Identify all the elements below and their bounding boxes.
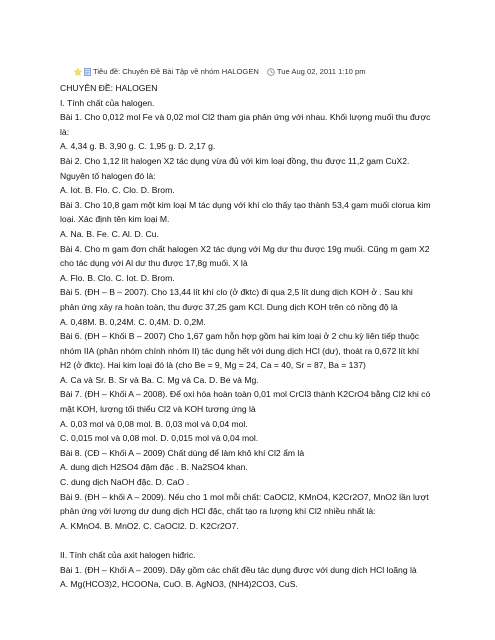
text-line: Bài 9. (ĐH – khối A – 2009). Nếu cho 1 mol mỗi chất: CaOCl2, KMnO4, K2Cr2O7, MnO2 lần lượt <box>60 491 429 502</box>
post-note-icon <box>84 68 91 76</box>
text-line: A. 0,48M. B. 0,24M. C. 0,4M. D. 0,2M. <box>60 316 206 327</box>
text-line: C. dung dịch NaOH đặc. D. CaO . <box>60 477 189 488</box>
text-line: C. 0,015 mol và 0,08 mol. D. 0,015 mol và 0,04 mol. <box>60 433 259 444</box>
text-line: A. Na. B. Fe. C. Al. D. Cu. <box>60 228 159 239</box>
text-line: A. 0,03 mol và 0,08 mol. B. 0,03 mol và 0,04 mol. <box>60 418 248 429</box>
text-line: I. Tính chất của halogen. <box>60 97 155 108</box>
clock-icon <box>267 68 275 76</box>
post-header <box>74 67 474 76</box>
document-body <box>60 81 460 592</box>
text-line: A. Mg(HCO3)2, HCOONa, CuO. B. AgNO3, (NH4)2CO3, CuS. <box>60 579 298 590</box>
text-line: CHUYÊN ĐỀ: HALOGEN <box>60 83 158 93</box>
text-line: Bài 4. Cho m gam đơn chất halogen X2 tác dụng với Mg dư thu được 19g muối. Cũng m gam X2 <box>60 243 430 254</box>
text-line: A. 4,34 g. B. 3,90 g. C. 1,95 g. D. 2,17 g. <box>60 141 216 152</box>
text-line: Bài 1. Cho 0,012 mol Fe và 0,02 mol Cl2 tham gia phản ứng với nhau. Khối lượng muối thu được <box>60 112 431 123</box>
text-line: Bài 1. (ĐH – Khối A – 2009). Dãy gồm các chất đều tác dụng được với dung dịch HCl loãng là <box>60 564 417 575</box>
text-line: Bài 7. (ĐH – Khối A – 2008). Để oxi hóa hoàn toàn 0,01 mol CrCl3 thành K2CrO4 bằng Cl2 khi có <box>60 389 431 400</box>
text-line: A. Flo. B. Clo. C. Iot. D. Brom. <box>60 272 175 283</box>
text-line: phản ứng với lượng dư dung dịch HCl đặc, chất tạo ra lượng khí Cl2 nhiều nhất là: <box>60 506 376 517</box>
text-line: là: <box>60 126 70 137</box>
post-date: Tue Aug 02, 2011 1:10 pm <box>276 67 366 76</box>
text-line: nhóm IIA (phân nhóm chính nhóm II) tác dụng hết với dung dịch HCl (dư), thoát ra 0,672 lít khí <box>60 345 420 356</box>
text-line: Bài 8. (CĐ – Khối A – 2009) Chất dùng để làm khô khí Cl2 ẩm là <box>60 447 305 458</box>
text-line: Bài 5. (ĐH – B – 2007). Cho 13,44 lít khí clo (ở đktc) đi qua 2,5 lít dung dịch KOH ở . Sau khi <box>60 287 413 298</box>
text-line: A. Ca và Sr. B. Sr và Ba. C. Mg và Ca. D. Be và Mg. <box>60 374 259 385</box>
text-line: Bài 2. Cho 1,12 lít halogen X2 tác dụng vừa đủ với kim loại đồng, thu được 11,2 gam CuX2. <box>60 155 410 166</box>
post-title: Tiêu đề: Chuyên Đề Bài Tập về nhóm HALOGEN <box>93 67 259 76</box>
text-line: loại. Xác định tên kim loại M. <box>60 214 170 225</box>
text-line: mặt KOH, lượng tối thiểu Cl2 và KOH tương ứng là <box>60 404 256 415</box>
star-icon <box>74 68 82 76</box>
text-line: phản ứng xảy ra hoàn toàn, thu được 37,25 gam KCl. Dung dịch KOH trên có nồng độ là <box>60 301 398 312</box>
text-line: A. Iot. B. Flo. C. Clo. D. Brom. <box>60 185 175 196</box>
text-line: Nguyên tố halogen đó là: <box>60 170 156 181</box>
text-line: H2 (ở đktc). Hai kim loại đó là (cho Be = 9, Mg = 24, Ca = 40, Sr = 87, Ba = 137) <box>60 360 366 371</box>
text-line: Bài 3. Cho 10,8 gam một kim loại M tác dụng với khí clo thấy tạo thành 53,4 gam muối clorua kim <box>60 199 431 210</box>
text-line: A. KMnO4. B. MnO2. C. CaOCl2. D. K2Cr2O7. <box>60 520 239 531</box>
text-line: A. dung dịch H2SO4 đậm đặc . B. Na2SO4 khan. <box>60 462 248 473</box>
text-line <box>60 533 460 548</box>
text-line: Bài 6. (ĐH – Khối B – 2007) Cho 1,67 gam hỗn hợp gồm hai kim loại ở 2 chu kỳ liên tiếp thuộc <box>60 331 420 342</box>
text-line: II. Tính chất của axit halogen hiđric. <box>60 550 196 560</box>
text-line: cho tác dụng với Al dư thu được 17,8g muối. X là <box>60 258 248 269</box>
